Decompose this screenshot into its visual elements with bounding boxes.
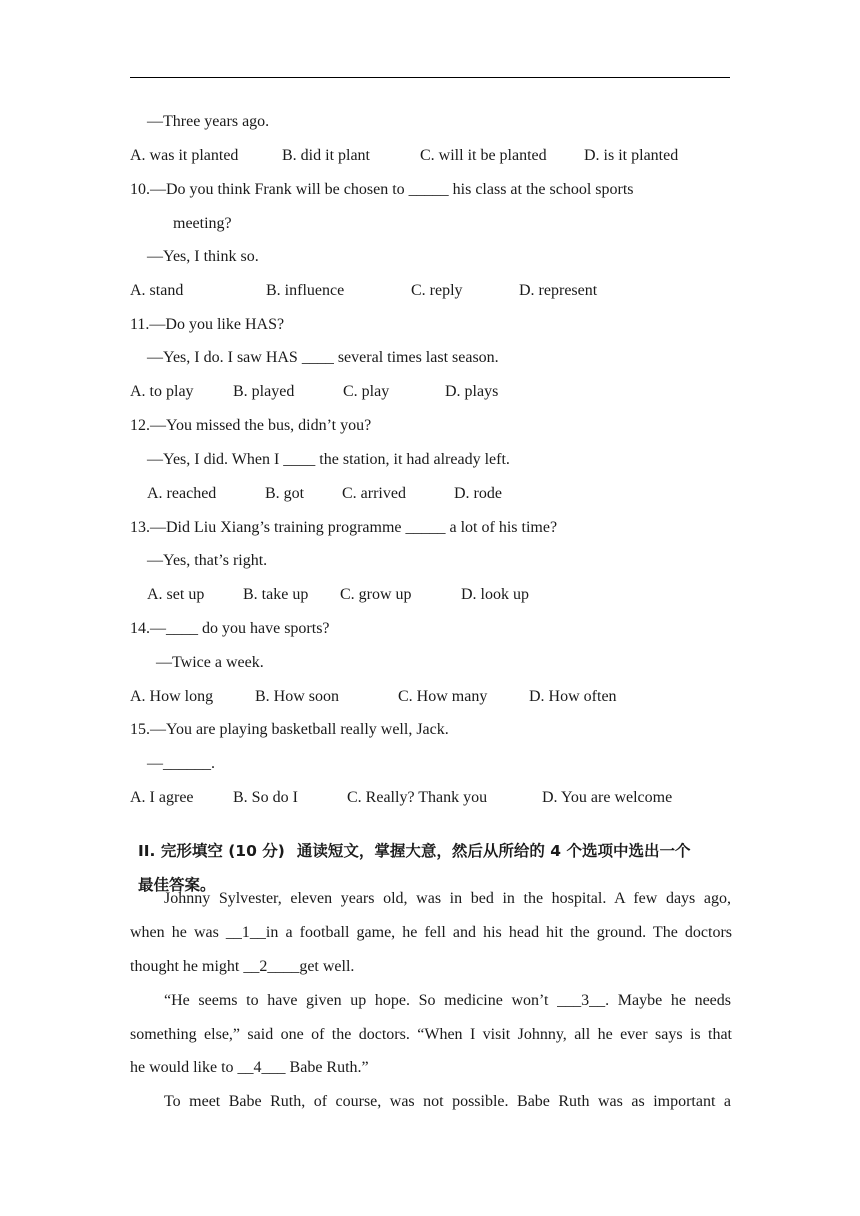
q15-option-d: D. You are welcome: [542, 789, 673, 806]
q11-option-d: D. plays: [445, 383, 499, 400]
q10-answer-line: —Yes, I think so.: [147, 248, 259, 265]
q11-answer-line: —Yes, I do. I saw HAS ____ several times last season.: [147, 349, 499, 366]
q14-option-c: C. How many: [398, 688, 488, 705]
q9-option-c: C. will it be planted: [420, 147, 547, 164]
q12-answer-line: —Yes, I did. When I ____ the station, it had already left.: [147, 451, 510, 468]
q10-question: 10.—Do you think Frank will be chosen to _____ his class at the school sports: [130, 181, 634, 198]
q10-option-d: D. represent: [519, 282, 598, 299]
q12-option-c: C. arrived: [342, 485, 406, 502]
passage-text: something else,” said one of the doctors. “When I visit Johnny, all he ever says is that: [130, 1026, 732, 1043]
q14-answer-line: —Twice a week.: [156, 654, 264, 671]
q13-option-a: A. set up: [147, 586, 205, 603]
passage-text: Johnny Sylvester, eleven years old, was in bed in the hospital. A few days ago,: [164, 890, 731, 907]
q13-option-c: C. grow up: [340, 586, 412, 603]
q10-option-c: C. reply: [411, 282, 463, 299]
q9-answer-line: —Three years ago.: [147, 113, 270, 130]
passage-p3-line1: [164, 1092, 731, 1112]
q10-option-b: B. influence: [266, 282, 345, 299]
q14-question: 14.—____ do you have sports?: [130, 620, 330, 637]
passage-text: To meet Babe Ruth, of course, was not possible. Babe Ruth was as important a: [164, 1093, 731, 1110]
q15-question: 15.—You are playing basketball really well, Jack.: [130, 721, 449, 738]
q11-option-b: B. played: [233, 383, 295, 400]
passage-p2-line1: [164, 991, 731, 1011]
header-rule: [130, 77, 730, 78]
q15-option-b: B. So do I: [233, 789, 298, 806]
q13-option-b: B. take up: [243, 586, 309, 603]
q9-option-a: A. was it planted: [130, 147, 239, 164]
q14-option-d: D. How often: [529, 688, 617, 705]
q12-option-d: D. rode: [454, 485, 502, 502]
passage-p1-line1: [164, 889, 731, 909]
section-heading-title: II. 完形填空 (10 分): [138, 842, 285, 860]
passage-text: “He seems to have given up hope. So medicine won’t ___3__. Maybe he needs: [164, 992, 731, 1009]
q13-question: 13.—Did Liu Xiang’s training programme _____ a lot of his time?: [130, 519, 558, 536]
q11-option-c: C. play: [343, 383, 390, 400]
passage-p1-line2: [130, 923, 732, 943]
section-heading-instructions: 通读短文，掌握大意，然后从所给的 4 个选项中选出一个: [296, 842, 691, 860]
q11-option-a: A. to play: [130, 383, 194, 400]
q13-answer-line: —Yes, that’s right.: [147, 552, 268, 569]
q9-option-b: B. did it plant: [282, 147, 370, 164]
passage-text: when he was __1__in a football game, he fell and his head hit the ground. The doctors: [130, 924, 732, 941]
q15-answer-line: —______.: [147, 755, 215, 772]
q13-option-d: D. look up: [461, 586, 529, 603]
q12-option-b: B. got: [265, 485, 305, 502]
q10-option-a: A. stand: [130, 282, 184, 299]
passage-p2-line3: he would like to __4___ Babe Ruth.”: [130, 1059, 369, 1076]
section-heading-instructions-cont: 最佳答案。: [138, 876, 216, 894]
passage-p2-line2: [130, 1025, 732, 1045]
q12-question: 12.—You missed the bus, didn’t you?: [130, 417, 372, 434]
passage-p1-line3: thought he might __2____get well.: [130, 958, 355, 975]
q11-question: 11.—Do you like HAS?: [130, 316, 285, 333]
q15-option-c: C. Really? Thank you: [347, 789, 488, 806]
q14-option-a: A. How long: [130, 688, 214, 705]
q9-option-d: D. is it planted: [584, 147, 679, 164]
q14-option-b: B. How soon: [255, 688, 340, 705]
q10-question-cont: meeting?: [173, 215, 232, 232]
q15-option-a: A. I agree: [130, 789, 194, 806]
q12-option-a: A. reached: [147, 485, 217, 502]
